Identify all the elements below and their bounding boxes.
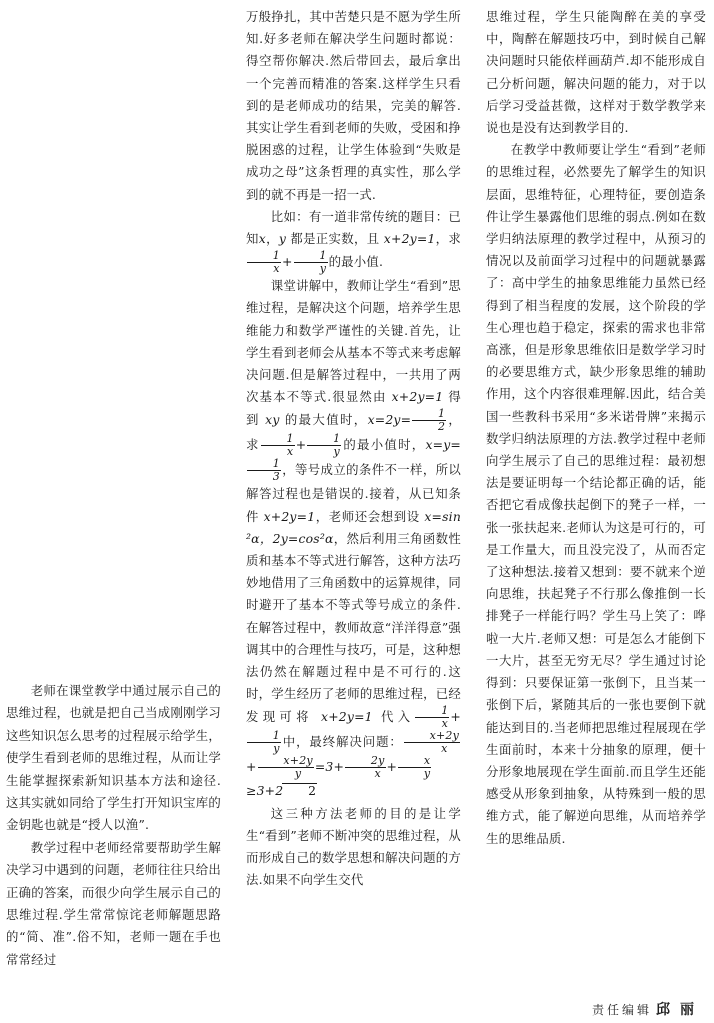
fraction	[398, 755, 431, 780]
numerator: 2y	[345, 755, 385, 768]
column-left	[6, 680, 221, 971]
numerator: 1	[294, 250, 328, 263]
text: 比如：有一道非常传统的题目：已知	[246, 208, 461, 247]
math-expr: xy	[265, 412, 280, 428]
column-middle	[246, 6, 461, 892]
fraction	[261, 433, 295, 458]
denominator: y	[333, 445, 340, 459]
math-var: x	[258, 231, 266, 247]
editor-name: 邱丽	[656, 1002, 704, 1018]
text: 课堂讲解中，教师让学生“看到”思维过程，是解决这个问题，培养学生思维能力和数学严谨性的关键.首先，让学生看到老师会从基本不等式来考虑解决问题.但是解答过程中，一共用了两次基本不等式.很显然由	[246, 278, 461, 405]
fraction	[415, 705, 449, 730]
denominator: x	[374, 767, 381, 781]
plus: +	[295, 437, 307, 453]
plus: +	[386, 759, 398, 775]
text: ，然后利用三角函数性质和基本不等式进行解答，这种方法巧妙地借用了三角函数中的运算规律，同时避开了基本不等式等号成立的条件.在解答过程中，教师故意“洋洋得意”强调其中的合理性与技巧，可是，这种想法仍然在解题过程中是不可行的.这时，学生经历了老师的思维过程，已经发现可将	[246, 530, 461, 725]
denominator: x	[441, 717, 448, 731]
fraction	[294, 250, 328, 275]
fraction	[247, 730, 281, 755]
numerator: 1	[307, 433, 341, 446]
numerator: x+2y	[404, 730, 460, 743]
plus: +	[246, 759, 257, 775]
text: 代入	[372, 709, 415, 725]
text: 的最小值时，	[342, 437, 426, 453]
text: 的最大值时，	[279, 412, 368, 428]
paragraph: 在教学中教师要让学生“看到”老师的思维过程，必然要先了解学生的知识层面，思维特征，心理特征，要创造条件让学生暴露他们思维的弱点.例如在数学归纳法原理的教学过程中，从预习的情况以及前面学习过程中的问题就暴露了：高中学生的抽象思维能力虽然已经得到了相当程度的发展，这个阶段的学生心理也趋于稳定，探索的需求也非常高涨，但是形象思维依旧是数学学习时的必要思维方式，缺少形象思维的辅助作用，这个内容很难理解.因此，结合美国一些教科书采用“多米诺骨牌”来揭示数学归纳法原理的方法.教学过程中老师向学生展示了自己的思维过程：最初想法是要证明每一个结论都正确的话，能否把它看成像扶起倒下的凳子一样，一张一张扶起来.老师认为这是可行的，可是工作量大，而且没完没了，从而否定了这种想法.接着又想到：要不就来个逆向思维，扶起凳子不行那么像推倒一长排凳子一样能行吗？学生马上笑了：哗啦一大片.老师又想：可是怎么才能倒下一大片，甚至无穷无尽？学生通过讨论得到：只要保证第一张倒下，且当某一张倒下后，紧随其后的一张也要倒下就能达到目的.当老师把思维过程展现在学生面前时，本来十分抽象的原理，便十分形象地展现在学生面前.而且学生还能感受从形象到抽象，从特殊到一般的思维方式，能了解逆向思维，从而培养学生的思维品质.	[486, 142, 706, 846]
numerator: 1	[247, 458, 281, 471]
denominator: x	[441, 742, 448, 756]
math-expr: x+2y=1	[321, 709, 373, 725]
fraction	[247, 250, 281, 275]
denominator: y	[273, 742, 280, 756]
math-expr: x+2y=1	[263, 508, 316, 524]
sqrt-radicand: 2	[282, 783, 317, 798]
text: 中，最终解决问题：	[282, 734, 403, 750]
denominator: 3	[272, 470, 280, 484]
plus: +	[450, 709, 461, 725]
paragraph-explanation	[246, 275, 461, 802]
numerator: 1	[415, 705, 449, 718]
math-expr: x=2y=	[367, 412, 412, 428]
text: ，	[265, 231, 279, 247]
paragraph-example	[246, 206, 461, 275]
editor-credit	[592, 999, 704, 1019]
math-var: y	[278, 231, 287, 247]
numerator: 1	[247, 730, 281, 743]
paragraph: 这三种方法老师的目的是让学生“看到”老师不断冲突的思维过程，从而形成自己的数学思想和解决问题的方法.如果不向学生交代	[246, 805, 461, 888]
math-expr: x=y=	[425, 437, 462, 453]
text: ，等号成立的条件不一样，所以解答过程也是错误的.接着，从已知条件	[246, 462, 461, 524]
numerator: 1	[412, 408, 446, 421]
fraction	[307, 433, 341, 458]
text: ，求	[435, 231, 461, 247]
math-expr: x+2y=1	[383, 231, 436, 247]
numerator: x	[398, 755, 431, 768]
numerator: x+2y	[258, 755, 314, 768]
numerator: 1	[247, 250, 281, 263]
math-expr: x=sin²α，2y=cos²α	[246, 508, 461, 546]
column-right	[486, 6, 706, 850]
denominator: y	[423, 767, 431, 781]
paragraph: 思维过程，学生只能陶醉在美的享受中，陶醉在解题技巧中，到时候自己解决问题时只能依样画葫芦.却不能形成自己分析问题，解决问题的能力，对于以后学习受益甚微，这样对于数学教学来说也是没有达到教学目的.	[486, 9, 706, 136]
math-expr: x+2y=1	[391, 389, 444, 405]
fraction	[404, 730, 460, 755]
denominator: y	[319, 262, 327, 276]
plus: +	[282, 254, 293, 270]
denominator: 2	[438, 420, 446, 434]
denominator: y	[294, 767, 302, 781]
text: ，求	[246, 412, 462, 453]
denominator: x	[286, 445, 294, 459]
math-expr: ≥3+2	[246, 783, 284, 799]
fraction	[247, 458, 281, 483]
fraction	[412, 408, 446, 433]
editor-label: 责任编辑	[591, 1003, 652, 1017]
text: ，老师还会想到设	[315, 508, 425, 524]
denominator: x	[273, 262, 280, 276]
paragraph: 教学过程中老师经常要帮助学生解决学习中遇到的问题，老师往往只给出正确的答案，而很少向学生展示自己的思维过程.学生常常惊诧老师解题思路的“简、准”.俗不知，老师一题在手也常常经过	[6, 839, 221, 967]
text: 得到	[246, 389, 461, 428]
numerator: 1	[261, 433, 295, 446]
fraction	[258, 755, 314, 780]
text: 的最小值.	[328, 254, 384, 270]
paragraph: 老师在课堂教学中通过展示自己的思维过程，也就是把自己当成刚刚学习这些知识怎么思考的过程展示给学生，使学生看到老师的思维过程，从而让学生能掌握探索新知识基本方法和途径.这其实就如同给了学生打开知识宝库的金钥匙也就是“授人以渔”.	[6, 683, 221, 833]
paragraph: 万般挣扎，其中苦楚只是不愿为学生所知.好多老师在解决学生问题时都说：得空帮你解决.然后带回去，最后拿出一个完善而精准的答案.这样学生只看到的是老师成功的结果，完美的解答.其实让学生看到老师的失败，受困和挣脱困惑的过程，让学生体验到“失败是成功之母”这条哲理的真实性，那么学到的就不再是一招一式.	[246, 9, 461, 202]
text: 都是正实数，且	[286, 231, 384, 247]
fraction	[345, 755, 385, 780]
math-expr: =3+	[314, 759, 345, 775]
